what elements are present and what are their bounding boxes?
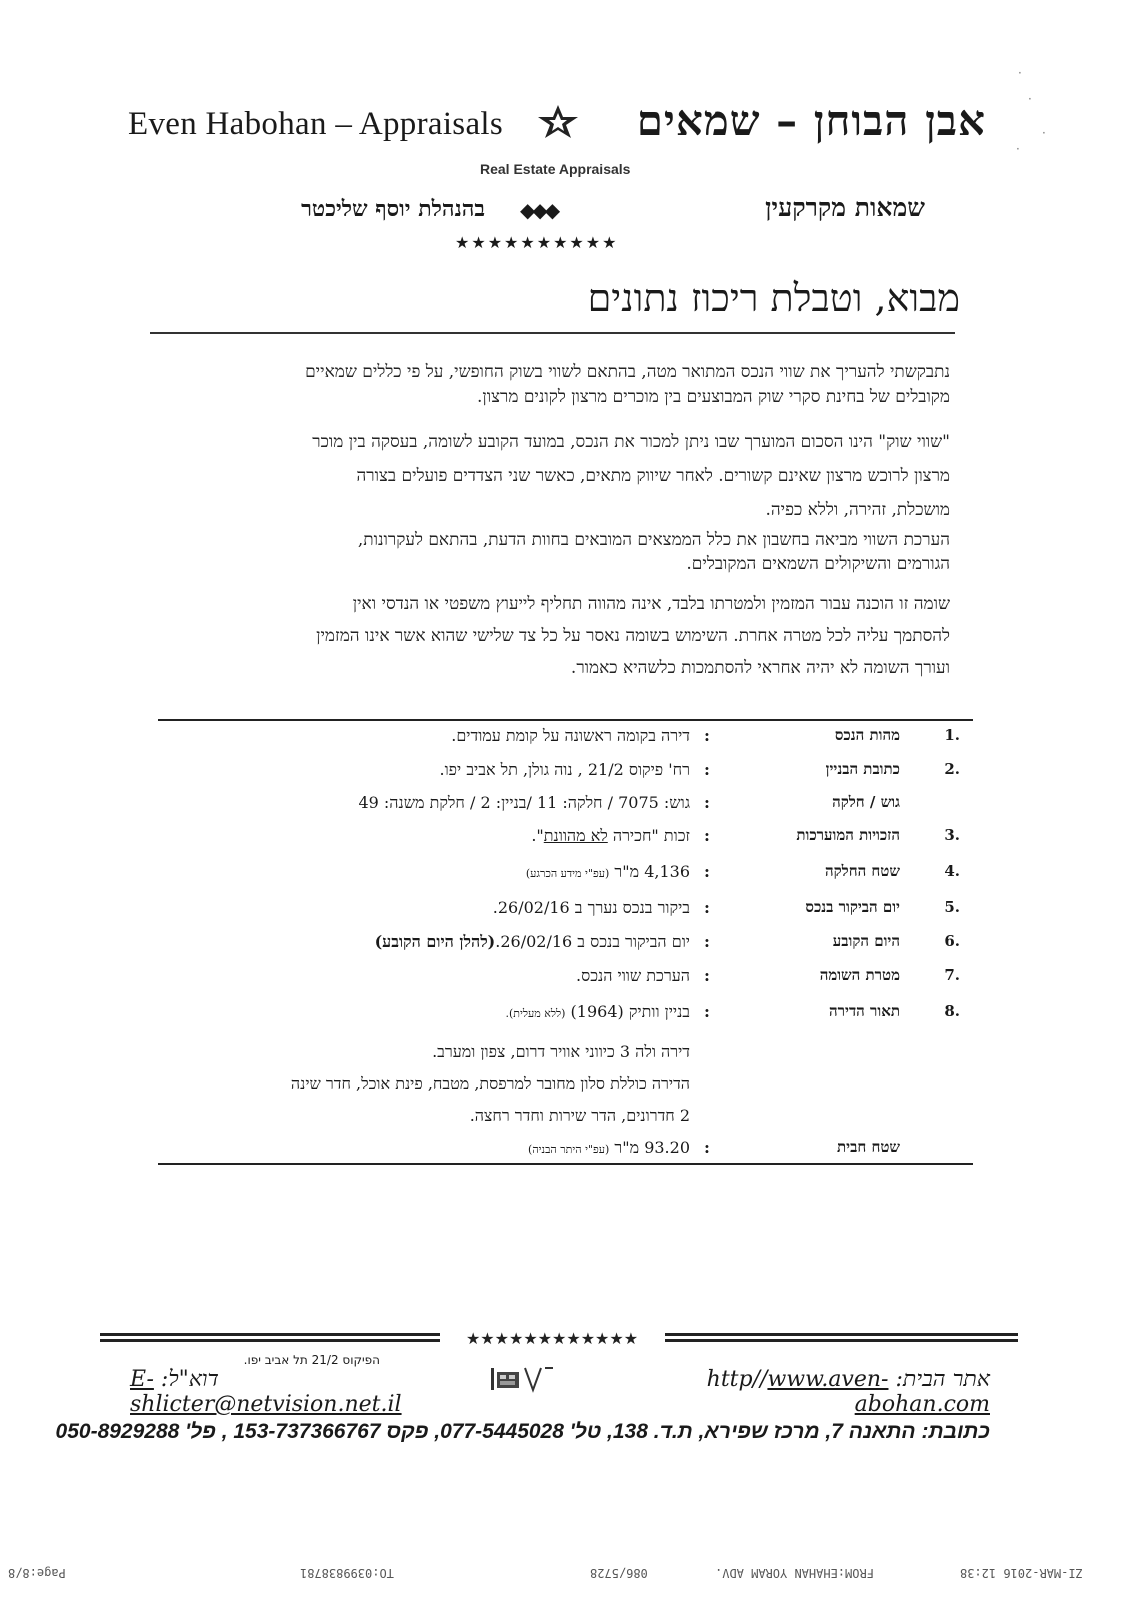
- intro-paragraph-1: [152, 360, 950, 410]
- determining-day: יום הביקור בנכס ב 26/02/16.: [495, 932, 690, 951]
- row-number: .8: [944, 1002, 960, 1020]
- svg-text:★★★★★★★★★★★★: ★★★★★★★★★★★★: [465, 1331, 639, 1345]
- table-row: [160, 898, 960, 928]
- row-value: [150, 1002, 690, 1022]
- fax-to: TO:0399838781: [300, 1566, 394, 1580]
- table-row: [160, 862, 960, 892]
- diamonds-ornament-icon: ◆◆◆: [520, 198, 558, 222]
- description-line: הדירה כוללת סלון מחובר למרפסת, מטבח, פינת אוכל, חדר שינה: [290, 1074, 690, 1093]
- paragraph-line: להסתמך עליה לכל מטרה אחרת. השימוש בשומה נאסר על כל צד שלישי שהוא אשר אינו המזמין: [316, 626, 950, 646]
- table-row: [160, 1002, 960, 1032]
- fax-from: FROM:EHAHAN YORAM ADV.: [715, 1566, 874, 1580]
- row-value: [150, 862, 690, 882]
- paragraph-line: הערכת השווי מביאה בחשבון את כלל הממצאים המובאים בחוות הדעת, בהתאם לעקרונות,: [357, 530, 950, 550]
- apartment-area-note: (עפ"י היתר הבניה): [528, 1143, 610, 1156]
- stars-divider: ★★★★★★★★★★: [455, 233, 619, 252]
- paragraph-line: מקובלים של בחינת סקרי שוק המבוצעים בין מוכרים מרצון לקונים מרצון.: [477, 387, 950, 407]
- row-value: דירה בקומה ראשונה על קומת עמודים.: [451, 726, 690, 745]
- table-row: [160, 760, 960, 790]
- row-colon: :: [704, 1138, 710, 1157]
- apartment-building-note: (ללא מעלית).: [505, 1007, 566, 1020]
- row-colon: :: [704, 793, 710, 812]
- paragraph-line: מרצון לרוכש מרצון שאינם קשורים. לאחר שיווק מתאים, כאשר שני הצדדים פועלים בצורה: [356, 466, 950, 486]
- footer-website: [598, 1366, 990, 1417]
- rights-suffix: ".: [531, 826, 544, 845]
- row-number: .3: [944, 826, 960, 844]
- table-row: [160, 826, 960, 856]
- row-number: .4: [944, 862, 960, 880]
- row-label: היום הקובע: [832, 932, 900, 950]
- row-label: כתובת הבניין: [825, 760, 900, 778]
- paragraph-line: נתבקשתי להעריך את שווי הנכס המתואר מטה, בהתאם לשווי בשוק החופשי, על פי כללים שמאיים: [305, 362, 950, 382]
- row-colon: :: [704, 726, 710, 745]
- row-label: מהות הנכס: [834, 726, 900, 744]
- table-row: [160, 966, 960, 996]
- row-number: .6: [944, 932, 960, 950]
- table-row: [160, 932, 960, 962]
- row-value: [150, 1138, 690, 1158]
- table-top-rule: [158, 719, 973, 721]
- fax-date: ZI-MAR-2016 12:38: [960, 1566, 1083, 1580]
- row-number: .7: [944, 966, 960, 984]
- scan-speck: ·: [1016, 142, 1020, 156]
- email-link[interactable]: E-shlicter@netvision.net.il: [130, 1367, 402, 1417]
- paragraph-line: שומה זו הוכנה עבור המזמין ולמטרתו בלבד, אינה מהווה תחליף לייעוץ משפטי או הנדסי ואין: [352, 594, 950, 614]
- fax-header-line: [0, 1566, 1131, 1592]
- footer-street-address: הפיקוס 21/2 תל אביב יפו.: [243, 1353, 380, 1367]
- footer-logo-icon: [487, 1364, 557, 1394]
- row-value: רח' פיקוס 21/2 , נוה גולן, תל אביב יפו.: [439, 760, 690, 779]
- paragraph-line: מושכלת, זהירה, וללא כפיה.: [765, 500, 950, 520]
- row-label: תאור הדירה: [829, 1002, 900, 1020]
- paragraph-line: הגורמים והשיקולים השמאים המקובלים.: [686, 554, 950, 574]
- title-divider: [150, 332, 955, 334]
- row-colon: :: [704, 1002, 710, 1021]
- row-value: גוש: 7075 / חלקה: 11 /בניין: 2 / חלקת משנה: 49: [358, 793, 690, 812]
- scan-speck: ·: [1042, 126, 1046, 140]
- fax-from-number: 086/5728: [590, 1566, 648, 1580]
- website-link[interactable]: www.aven-abohan.com: [767, 1367, 990, 1417]
- row-value: [150, 826, 690, 846]
- intro-paragraph-4: [152, 588, 950, 684]
- company-name-english: Even Habohan – Appraisals: [128, 106, 503, 142]
- management-line: בהנהלת יוסף שליכטר: [301, 196, 485, 222]
- website-prefix: http//: [706, 1367, 768, 1392]
- star-logo-icon: [536, 104, 580, 149]
- row-colon: :: [704, 898, 710, 917]
- rights-underlined: לא מהוונת: [543, 826, 608, 845]
- description-line: 2 חדרונים, הדר שירות וחדר רחצה.: [469, 1106, 690, 1125]
- intro-paragraph-3: [152, 528, 950, 576]
- footer-divider: [100, 1330, 1018, 1344]
- tagline-hebrew: שמאות מקרקעין: [765, 193, 925, 222]
- parcel-area: 4,136 מ"ר: [614, 862, 690, 881]
- table-bottom-rule: [158, 1163, 973, 1165]
- row-number: .2: [944, 760, 960, 778]
- row-label: גוש / חלקה: [832, 793, 900, 811]
- parcel-area-note: (עפ"י מידע הכרגע): [525, 867, 610, 880]
- description-line: דירה ולה 3 כיווני אוויר דרום, צפון ומערב.: [432, 1042, 690, 1061]
- row-colon: :: [704, 862, 710, 881]
- row-number: .1: [944, 726, 960, 744]
- apartment-area: 93.20 מ"ר: [614, 1138, 690, 1157]
- row-label: יום הביקור בנכס: [805, 898, 900, 916]
- table-row: [160, 793, 960, 823]
- intro-paragraph-2: [152, 425, 950, 527]
- row-value: [150, 932, 690, 952]
- paragraph-line: "שווי שוק" הינו הסכום המוערך שבו ניתן למכור את הנכס, במועד הקובע לשומה, בעסקה בין מוכר: [312, 432, 950, 452]
- row-value: ביקור בנכס נערך ב 26/02/16.: [492, 898, 690, 917]
- apartment-building: בניין וותיק (1964): [570, 1002, 690, 1021]
- paragraph-line: ועורך השומה לא יהיה אחראי להסתמכות כלשהיא כאמור.: [570, 658, 950, 678]
- scan-speck: ·: [1028, 92, 1032, 106]
- row-colon: :: [704, 932, 710, 951]
- row-label: מטרת השומה: [819, 966, 900, 984]
- determining-day-note: (להלן היום הקובע): [374, 932, 496, 951]
- company-name-hebrew: אבן הבוחן – שמאים: [636, 96, 986, 145]
- rights-prefix: זכות "חכירה: [607, 826, 690, 845]
- scan-speck: ·: [1018, 66, 1022, 80]
- row-number: .5: [944, 898, 960, 916]
- email-label: דוא"ל:: [160, 1367, 219, 1392]
- row-label: הזכויות המוערכות: [796, 826, 900, 844]
- row-colon: :: [704, 760, 710, 779]
- row-colon: :: [704, 966, 710, 985]
- page-title: מבוא, וטבלת ריכוז נתונים: [587, 276, 960, 320]
- row-label: שטח החלקה: [825, 862, 900, 880]
- table-row: [160, 726, 960, 756]
- tagline-english: Real Estate Appraisals: [480, 161, 631, 177]
- website-label: אתר הבית:: [895, 1367, 990, 1392]
- row-colon: :: [704, 826, 710, 845]
- fax-page: Page:8/8: [8, 1566, 66, 1580]
- row-label: שטח חבית: [837, 1138, 900, 1156]
- footer-contact-address: כתובת: התאנה 7, מרכז שפירא, ת.ד. 138, טל' 077-5445028, פקס 153-737366767 , פל' 050-8929288: [55, 1420, 990, 1443]
- row-value: הערכת שווי הנכס.: [576, 966, 690, 985]
- footer-email: [130, 1366, 460, 1417]
